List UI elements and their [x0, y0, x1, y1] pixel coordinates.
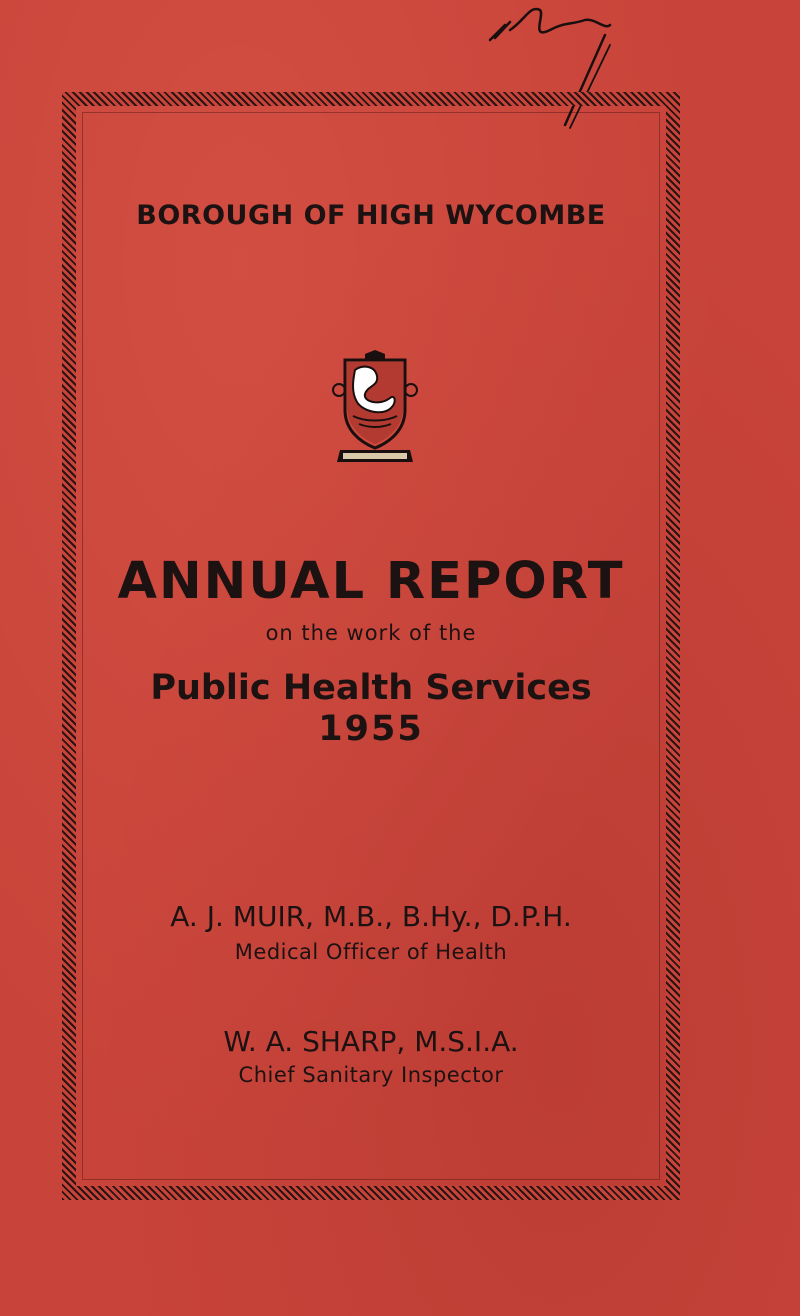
medical-officer-role: Medical Officer of Health: [234, 940, 508, 964]
medical-officer-name: A. J. MUIR, M.B., B.Hy., D.P.H.: [170, 900, 572, 933]
sanitary-inspector-role: Chief Sanitary Inspector: [238, 1063, 504, 1087]
report-year: 1955: [318, 709, 424, 749]
services-heading: Public Health Services: [150, 668, 592, 708]
report-subtitle: on the work of the: [265, 621, 477, 645]
inner-border: [82, 112, 660, 1180]
sanitary-inspector-name: W. A. SHARP, M.S.I.A.: [223, 1025, 519, 1058]
borough-crest-icon: [325, 350, 425, 470]
report-title: ANNUAL REPORT: [117, 552, 625, 611]
borough-title: BOROUGH OF HIGH WYCOMBE: [136, 200, 606, 231]
